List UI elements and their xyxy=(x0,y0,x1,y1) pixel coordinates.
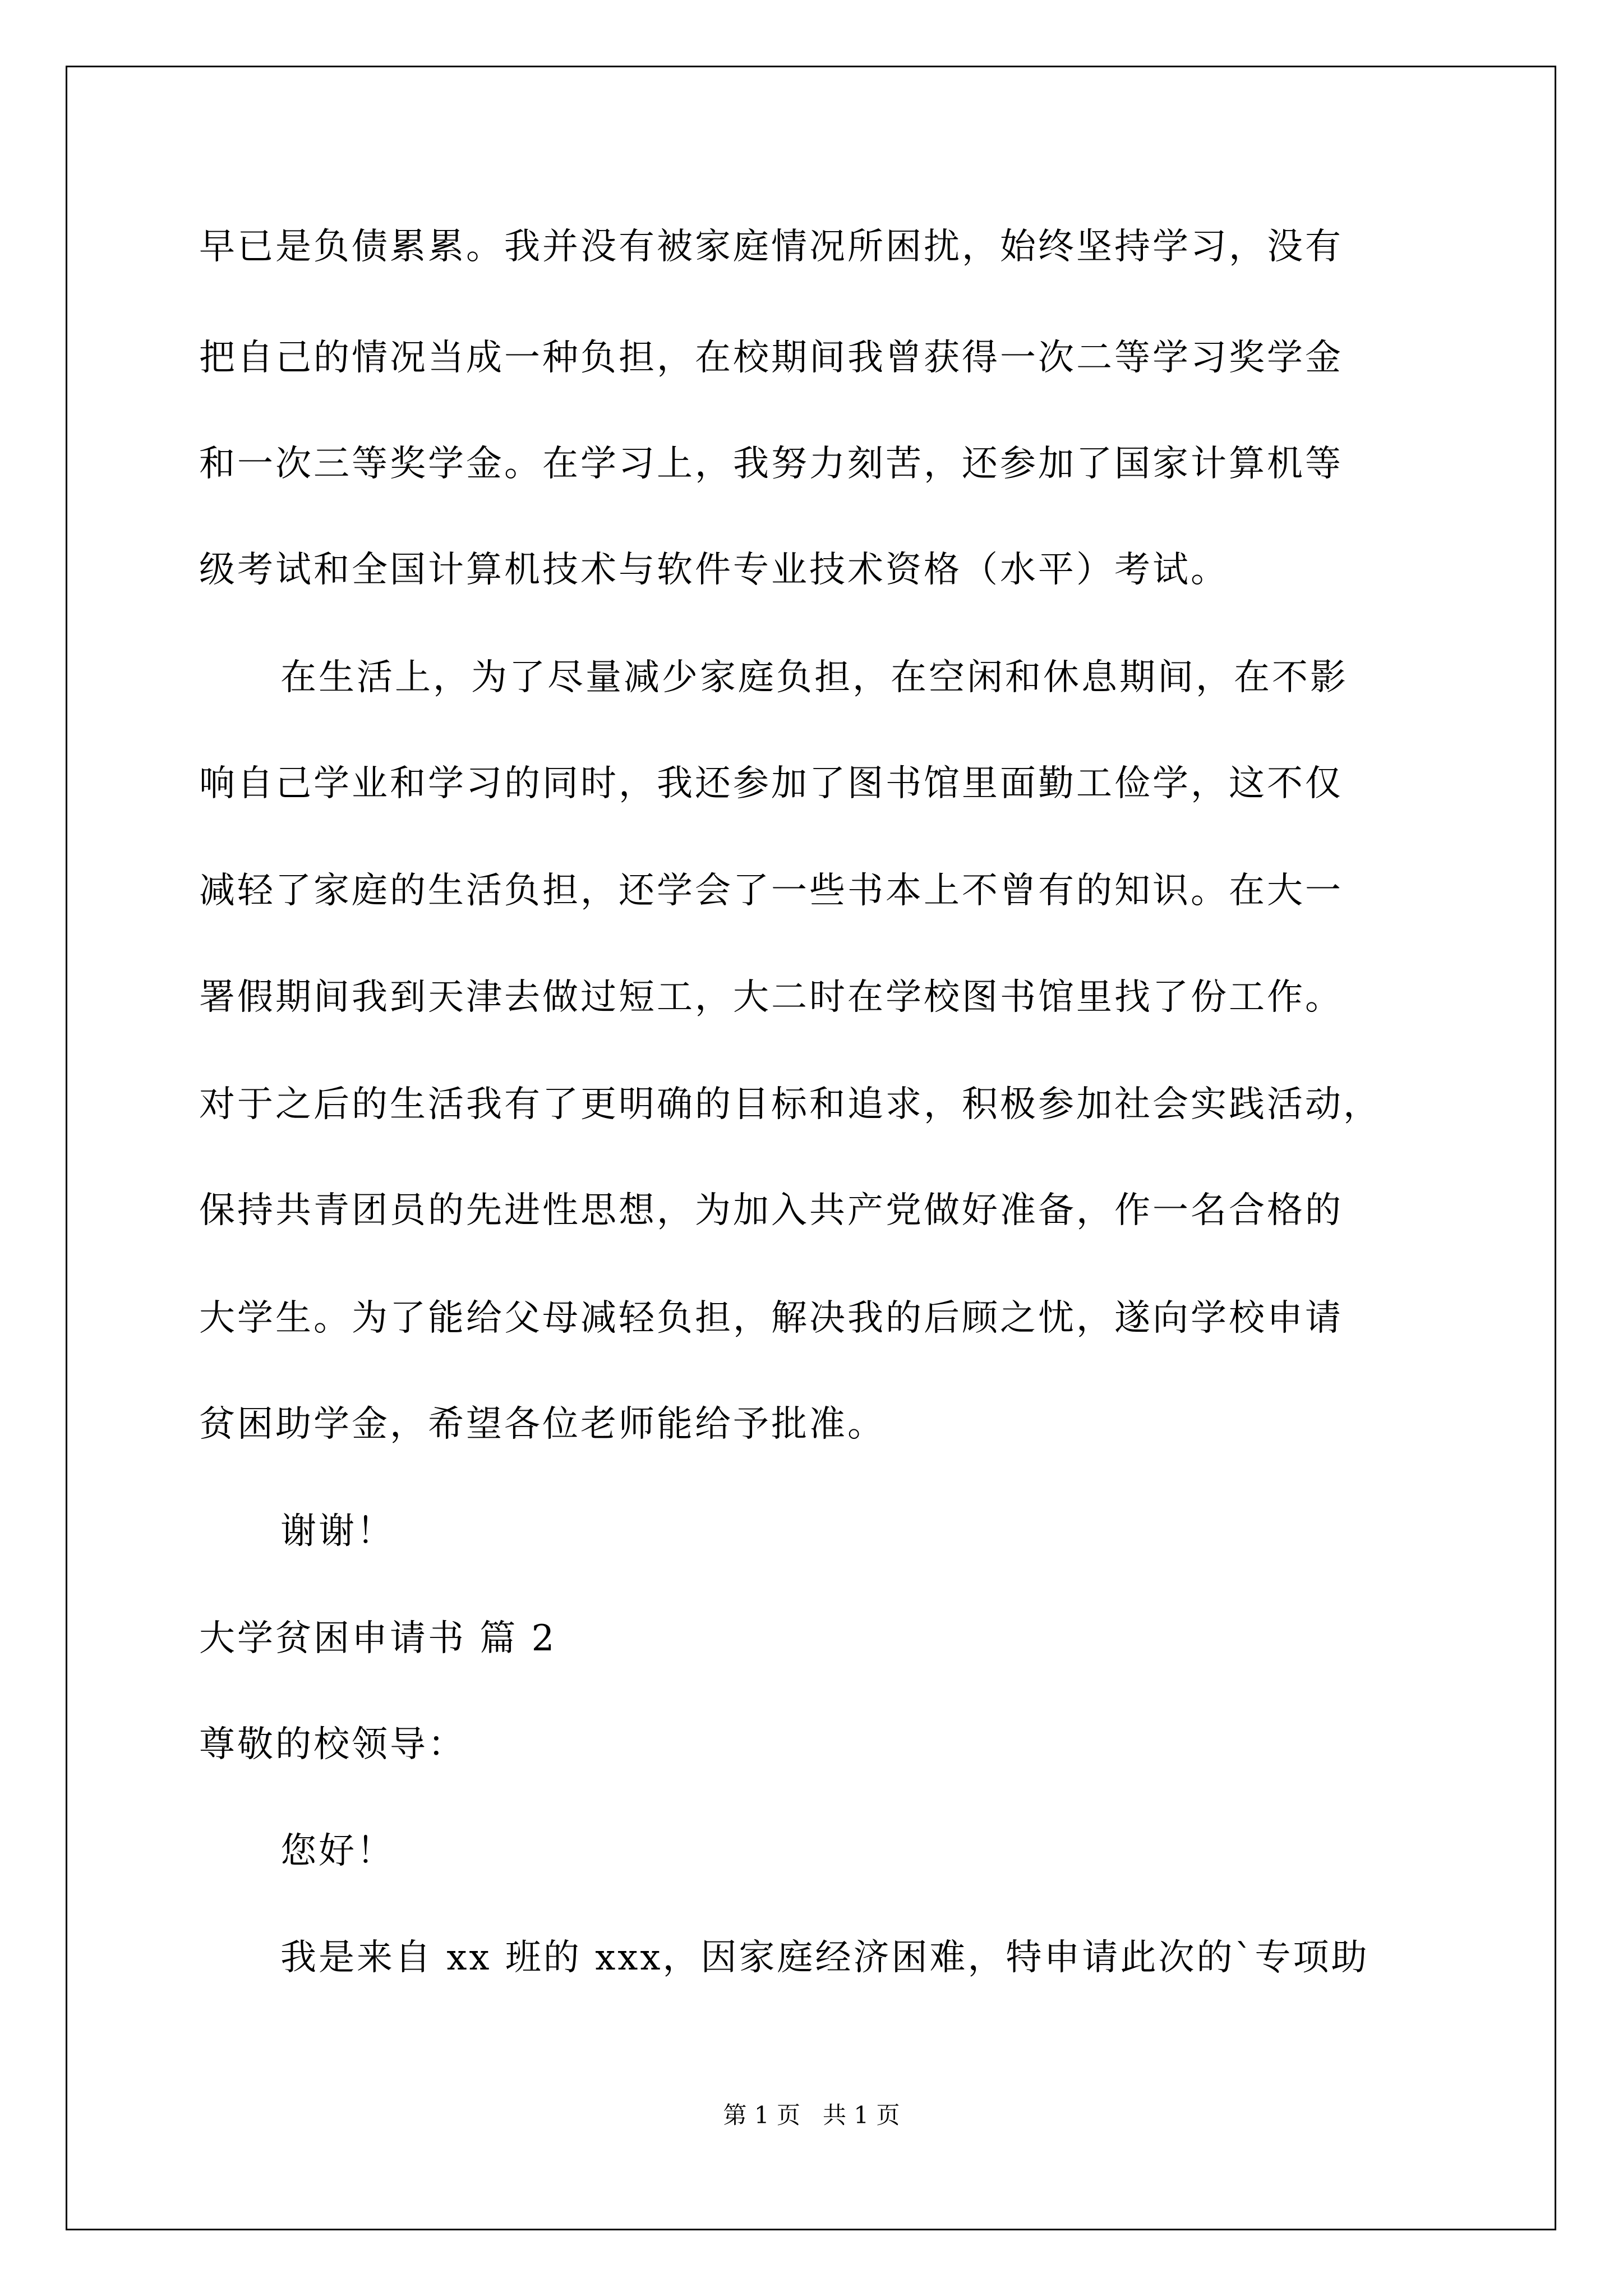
body-line: 署假期间我到天津去做过短工，大二时在学校图书馆里找了份工作。 xyxy=(199,977,1343,1018)
salutation: 尊敬的校领导： xyxy=(199,1724,466,1765)
body-line: 把自己的情况当成一种负担，在校期间我曾获得一次二等学习奖学金 xyxy=(199,337,1343,379)
page-border xyxy=(66,66,1556,2230)
page-number-footer: 第 1 页 共 1 页 xyxy=(723,2101,900,2129)
body-line: 大学生。为了能给父母减轻负担，解决我的后顾之忧，遂向学校申请 xyxy=(199,1297,1343,1339)
greeting: 您好！ xyxy=(280,1830,395,1872)
body-line: 早已是负债累累。我并没有被家庭情况所困扰，始终坚持学习，没有 xyxy=(199,226,1343,268)
body-line: 和一次三等奖学金。在学习上，我努力刻苦，还参加了国家计算机等 xyxy=(199,443,1343,485)
closing-thanks: 谢谢！ xyxy=(280,1511,395,1552)
paragraph-start-line: 我是来自 xx 班的 xxx，因家庭经济困难，特申请此次的`专项助 xyxy=(280,1937,1370,1978)
paragraph-start-line: 在生活上，为了尽量减少家庭负担，在空闲和休息期间，在不影 xyxy=(280,657,1348,698)
body-line: 保持共青团员的先进性思想，为加入共产党做好准备，作一名合格的 xyxy=(199,1190,1343,1231)
section-heading: 大学贫困申请书 篇 2 xyxy=(199,1618,557,1659)
body-line: 减轻了家庭的生活负担，还学会了一些书本上不曾有的知识。在大一 xyxy=(199,870,1343,912)
body-line: 对于之后的生活我有了更明确的目标和追求，积极参加社会实践活动， xyxy=(199,1084,1381,1125)
body-line: 贫困助学金，希望各位老师能给予批准。 xyxy=(199,1404,886,1445)
body-line: 级考试和全国计算机技术与软件专业技术资格（水平）考试。 xyxy=(199,549,1229,591)
body-line: 响自己学业和学习的同时，我还参加了图书馆里面勤工俭学，这不仅 xyxy=(199,763,1343,804)
